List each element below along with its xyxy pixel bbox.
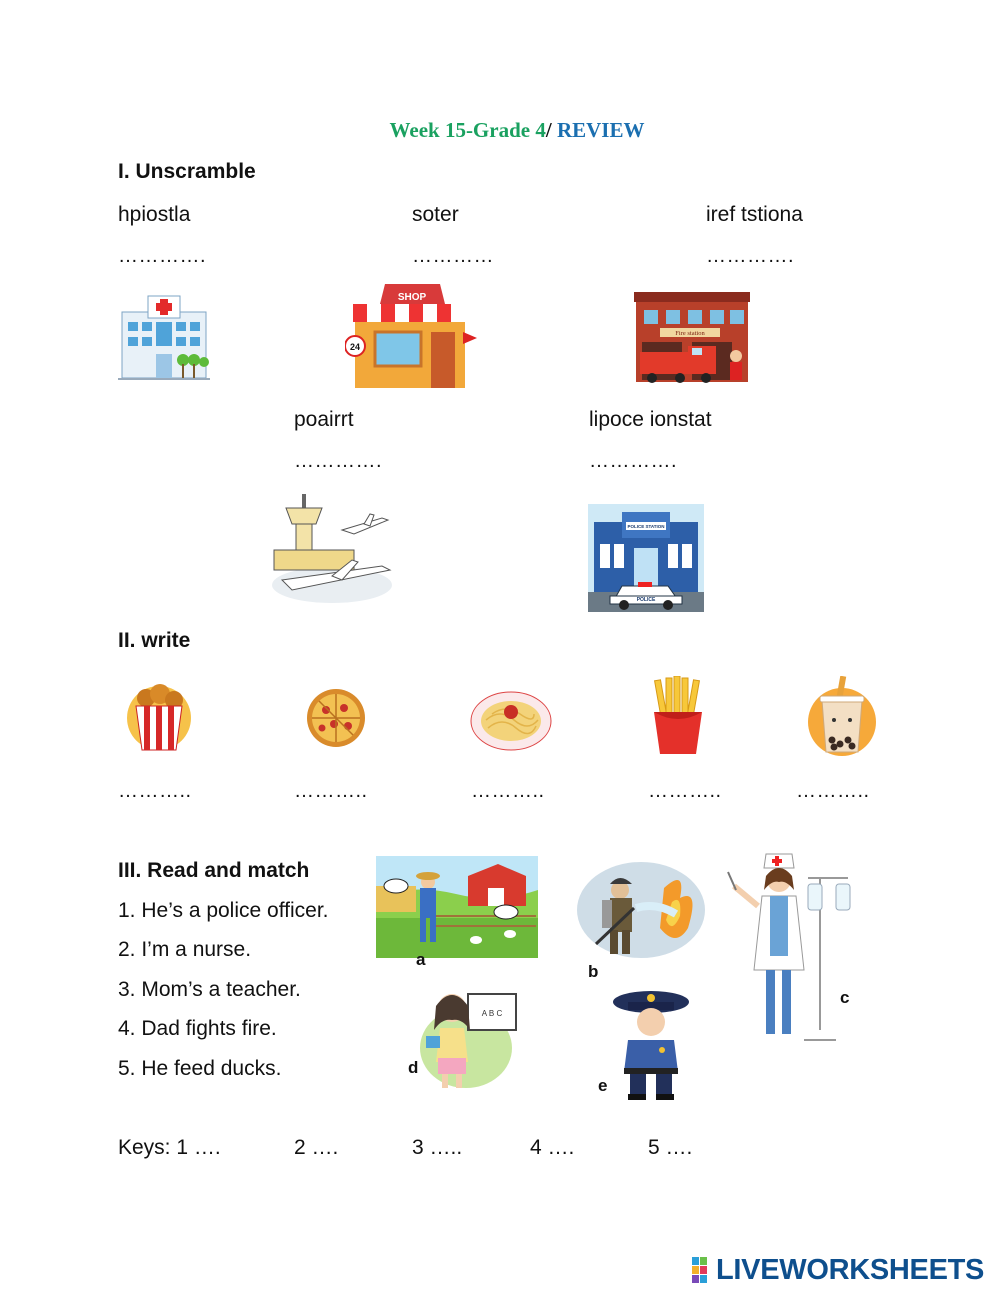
keys-5[interactable]: 5 …. xyxy=(648,1136,693,1159)
liveworksheets-logo[interactable] xyxy=(692,1254,984,1287)
fried-chicken-image xyxy=(126,680,192,754)
answer-blank-2[interactable]: ………… xyxy=(412,245,494,267)
picture-label-c: c xyxy=(840,988,850,1007)
teacher-board-text: A B C xyxy=(481,1009,503,1018)
firefighter-image xyxy=(576,858,706,960)
title-review: REVIEW xyxy=(551,118,645,142)
pizza-image xyxy=(304,684,368,750)
french-fries-image xyxy=(650,676,706,756)
liveworksheets-logo-icon xyxy=(692,1257,716,1285)
spaghetti-image xyxy=(470,690,552,752)
shop-sign: SHOP xyxy=(397,292,427,303)
hospital-image xyxy=(118,292,210,384)
keys-1[interactable]: Keys: 1 …. xyxy=(118,1136,221,1159)
bubble-tea-image xyxy=(804,676,880,758)
police-station-image xyxy=(588,504,704,612)
answer-blank-4[interactable]: …………. xyxy=(294,450,383,472)
title-slash: / xyxy=(545,118,552,142)
airport-image xyxy=(272,490,397,608)
keys-2[interactable]: 2 …. xyxy=(294,1136,339,1159)
picture-label-a: a xyxy=(416,950,426,969)
police-station-sign: POLICE STATION xyxy=(627,524,665,529)
match-sentence-5: 5. He feed ducks. xyxy=(118,1057,282,1080)
police-officer-image xyxy=(606,988,696,1102)
food-blank-4[interactable]: ……….. xyxy=(648,780,722,802)
fire-station-sign: Fire station xyxy=(675,330,705,337)
shop-24-badge: 24 xyxy=(349,342,361,352)
food-blank-5[interactable]: ……….. xyxy=(796,780,870,802)
section-3-heading: III. Read and match xyxy=(118,859,310,882)
nurse-image xyxy=(724,850,862,1046)
fire-station-image xyxy=(632,290,752,390)
keys-3[interactable]: 3 ….. xyxy=(412,1136,463,1159)
liveworksheets-logo-text: LIVEWORKSHEETS xyxy=(716,1254,985,1286)
worksheet-title xyxy=(0,118,1000,143)
food-blank-2[interactable]: ……….. xyxy=(294,780,368,802)
picture-label-b: b xyxy=(588,962,599,981)
answer-blank-3[interactable]: …………. xyxy=(706,245,795,267)
match-sentence-2: 2. I’m a nurse. xyxy=(118,938,252,961)
scrambled-word-4: poairrt xyxy=(294,408,354,431)
food-blank-1[interactable]: ……….. xyxy=(118,780,192,802)
shop-image xyxy=(345,284,480,392)
teacher-image xyxy=(418,984,522,1092)
picture-label-d: d xyxy=(408,1058,419,1077)
match-sentence-3: 3. Mom’s a teacher. xyxy=(118,978,301,1001)
scrambled-word-2: soter xyxy=(412,203,459,226)
match-sentence-1: 1. He’s a police officer. xyxy=(118,899,329,922)
answer-blank-5[interactable]: …………. xyxy=(589,450,678,472)
title-week: Week 15-Grade 4 xyxy=(389,118,546,142)
section-2-heading: II. write xyxy=(118,629,191,652)
picture-label-e: e xyxy=(598,1076,608,1095)
scrambled-word-5: lipoce ionstat xyxy=(589,408,712,431)
farmer-image xyxy=(376,856,538,958)
scrambled-word-1: hpiostla xyxy=(118,203,191,226)
food-blank-3[interactable]: ……….. xyxy=(471,780,545,802)
answer-blank-1[interactable]: …………. xyxy=(118,245,207,267)
match-sentence-4: 4. Dad fights fire. xyxy=(118,1017,277,1040)
keys-4[interactable]: 4 …. xyxy=(530,1136,575,1159)
scrambled-word-3: iref tstiona xyxy=(706,203,803,226)
police-car-text: POLICE xyxy=(636,597,656,603)
section-1-heading: I. Unscramble xyxy=(118,160,256,183)
